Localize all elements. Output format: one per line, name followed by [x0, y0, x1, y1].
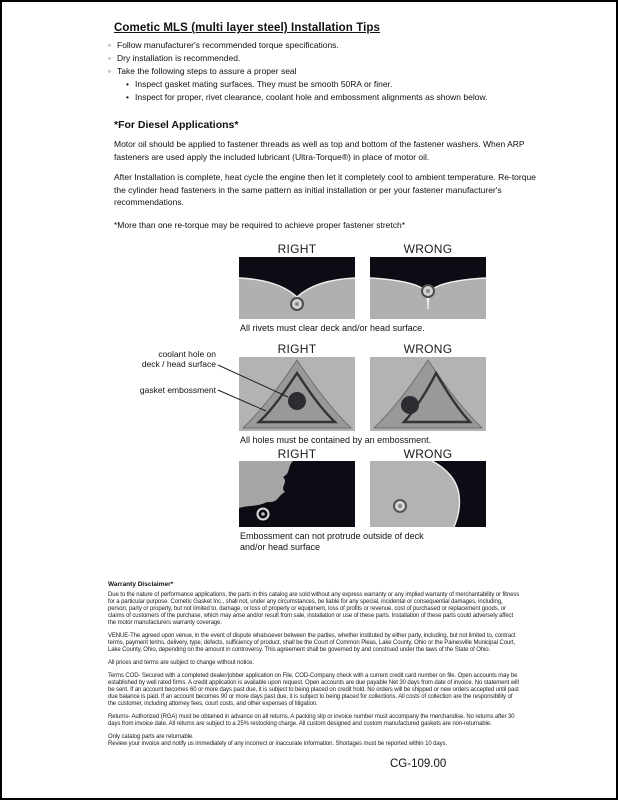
row3-caption: Embossment can not protrude outside of deck and/or head surface	[240, 530, 424, 552]
warranty-paragraph: Due to the nature of performance applications, the parts in this catalog are sold without any express warranty or any implied warranty of merchantability or fitness for a particular purpose. Cometic Gasket Inc., shall not, under any circumstances, be liable for any special, incidental or consequential damages, including, person, party or property, but not limited to, damage, or loss of property or equipment, loss of profits or revenue, cost of purchased or replacement goods, or claims of customers of the purchase, which may arise and/or result from sale, installation or use of these parts. Installation of these parts could adversely affect the motor manufacturers warranty coverage.	[108, 591, 520, 626]
list-item: ◦ Follow manufacturer's recommended torque specifications.	[108, 39, 566, 52]
list-item: ◦ Take the following steps to assure a proper seal	[108, 65, 566, 78]
embossment-protrusion-wrong-diagram	[370, 461, 486, 527]
warranty-paragraph: Returns- Authorized (RGA) must be obtained in advance on all returns. A packing slip or invoice number must accompany the merchandise. No returns after 30 days from invoice date. All returns are subject to a 25% restocking charge. All custom designed and custom manufactured gaskets are non-returnable.	[108, 713, 515, 727]
rivet-clearance-wrong-illustration	[370, 257, 486, 319]
coolant-hole-callout	[108, 349, 216, 370]
wrong-label-row3: WRONG	[403, 446, 453, 461]
rivet-clearance-right-diagram	[239, 257, 355, 319]
warranty-title: Warranty Disclaimer*	[108, 580, 174, 588]
warranty-paragraph: VENUE-The agreed upon venue, in the event of dispute whatsoever between the parties, whether instituted by either party, including, but not limited to, contract terms, payment terms, delivery, type, defects, sufficiency of product, shall be the Court of Common Pleas, Lake County, Ohio or the Painesville Municipal Court, Lake County, Ohio, depending on the amount in controversy. This agreement shall be governed by and construed under the laws of the State of Ohio.	[108, 632, 516, 653]
row1-caption: All rivets must clear deck and/or head surface.	[240, 322, 425, 333]
diesel-applications-heading: *For Diesel Applications*	[114, 119, 239, 131]
page-content	[2, 2, 616, 748]
warranty-paragraph: All prices and terms are subject to change without notice.	[108, 659, 254, 666]
wrong-label-row1: WRONG	[403, 241, 453, 256]
sub-list-item: • Inspect gasket mating surfaces. They must be smooth 50RA or finer.	[126, 78, 566, 91]
embossment-containment-right-illustration	[239, 357, 355, 431]
warranty-paragraph: Review your invoice and notify us immediately of any incorrect or inaccurate information. Shortages must be reported within 10 days.	[108, 740, 447, 747]
embossment-protrusion-right-diagram	[239, 461, 355, 527]
embossment-containment-wrong-illustration	[370, 357, 486, 431]
sub-list-item: • Inspect for proper, rivet clearance, coolant hole and embossment alignments as shown below.	[126, 91, 566, 104]
embossment-containment-right-diagram	[239, 357, 355, 431]
row2-caption: All holes must be contained by an embossment.	[240, 434, 432, 445]
warranty-disclaimer	[108, 581, 520, 748]
warranty-paragraph: Only catalog parts are returnable.	[108, 733, 194, 740]
warranty-paragraph: Terms COD- Secured with a completed dealer/jobber application on File, COD-Company check with a current credit card number on file. Open accounts may be established by well rated firms. A credit application is available upon request. Open accounts are due payable Net 30 days from date of invoice. No statement will be sent. If an account becomes 60 or more days past due, it is subject to being placed on credit hold. No orders will be shipped or new orders accepted until past due balance is paid. If an account becomes 90 or more days past due, it is subject to being placed for collections. All costs of collection are the responsibility of the customer, including attorney fees, court costs, and other expenses of litigation.	[108, 672, 519, 707]
right-label-row1: RIGHT	[277, 241, 317, 256]
gasket-embossment-callout: gasket embossment	[139, 384, 216, 395]
diesel-paragraph-1: Motor oil should be applied to fastener threads as well as top and bottom of the fastener washers. When ARP fasteners are used apply the included lubricant (Ultra-Torque®) in place of motor oil.	[114, 139, 525, 162]
rivet-clearance-right-illustration	[239, 257, 355, 319]
rivet-clearance-wrong-diagram	[370, 257, 486, 319]
list-item: ◦ Dry installation is recommended.	[108, 52, 566, 65]
retorque-note: *More than one re-torque may be required to achieve proper fastener stretch*	[114, 219, 406, 230]
catalog-page-code: CG-109.00	[390, 758, 447, 770]
right-label-row3: RIGHT	[277, 446, 317, 461]
embossment-protrusion-wrong-illustration	[370, 461, 486, 527]
embossment-containment-wrong-diagram	[370, 357, 486, 431]
page-title: Cometic MLS (multi layer steel) Installation Tips	[114, 22, 381, 34]
diesel-paragraph-2: After Installation is complete, heat cycle the engine then let it completely cool to ambient temperature. Re-torque the cylinder head fasteners in the same pattern as initial installation or per your fastener manufacturer's recommendations.	[114, 172, 536, 207]
right-label-row2: RIGHT	[277, 341, 317, 356]
coolant-hole-callout-line2: deck / head surface	[141, 359, 216, 369]
diagram-section	[108, 239, 548, 557]
wrong-label-row2: WRONG	[403, 341, 453, 356]
tips-list	[108, 39, 566, 104]
embossment-protrusion-right-illustration	[239, 461, 355, 527]
coolant-hole-callout-line1: coolant hole on	[158, 348, 216, 359]
